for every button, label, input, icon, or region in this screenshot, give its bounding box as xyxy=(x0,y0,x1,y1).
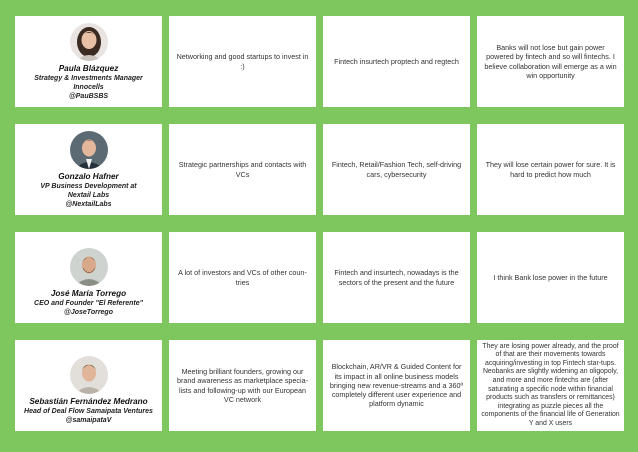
person-name: José María Torrego xyxy=(50,289,127,298)
profile-card xyxy=(15,232,162,323)
person-role: VP Business Development at xyxy=(40,183,137,190)
avatar xyxy=(70,131,108,169)
answer-text: They will lose certain power for sure. It is hard to predict how much xyxy=(485,160,616,179)
person-company: Innocells xyxy=(73,84,104,91)
answer-text: Fintech and insurtech, nowadays is the sectors of the present and the future xyxy=(334,268,459,287)
profile-card xyxy=(15,16,162,107)
answer-text: Banks will not lose but gain power powered by fintech and so will fintechs. I believe collaboration will emerge as a win win opportunity xyxy=(484,43,617,80)
answer-cell xyxy=(169,340,316,431)
avatar xyxy=(70,356,108,394)
person-handle: @samaipataV xyxy=(65,417,112,424)
answer-cell xyxy=(323,232,470,323)
person-name: Sebastián Fernández Medrano xyxy=(29,397,148,406)
answer-text: They are losing power already, and the proof of that are their movements towards acquiring/investing in top Fintech star-tups. Neobanks are slightly widening an oligopoly, and more and more fintechs are (after saturating a specific node within financial products such as transfers or remittances) integrating as puzzle pieces all the components of the financial life of Generation Y and X users xyxy=(481,342,620,427)
avatar xyxy=(70,23,108,61)
interview-grid xyxy=(15,16,624,431)
person-photo-man-icon xyxy=(70,356,108,394)
person-role: Head of Deal Flow Samaipata Ventures xyxy=(24,408,153,415)
person-role: CEO and Founder "El Referente" xyxy=(34,300,143,307)
person-photo-man-beard-icon xyxy=(70,248,108,286)
person-name: Paula Blázquez xyxy=(58,64,119,73)
answer-cell xyxy=(323,16,470,107)
answer-cell xyxy=(477,16,624,107)
answer-cell xyxy=(477,232,624,323)
avatar xyxy=(70,248,108,286)
person-role: Strategy & Investments Manager xyxy=(34,75,143,82)
answer-cell xyxy=(323,124,470,215)
answer-cell xyxy=(169,16,316,107)
answer-cell xyxy=(477,340,624,431)
person-company: Nextail Labs xyxy=(67,192,110,199)
person-photo-woman-icon xyxy=(70,23,108,61)
person-name: Gonzalo Hafner xyxy=(58,172,119,181)
answer-text: Fintech, Retail/Fashion Tech, self-driving cars, cybersecurity xyxy=(331,160,462,179)
answer-text: Fintech insurtech proptech and regtech xyxy=(334,56,459,66)
person-handle: @JoseTorrego xyxy=(64,309,113,316)
answer-text: Strategic partnerships and contacts with VCs xyxy=(178,160,307,179)
answer-cell xyxy=(169,124,316,215)
answer-cell xyxy=(323,340,470,431)
profile-card xyxy=(15,340,162,431)
answer-text: Networking and good startups to invest in :) xyxy=(176,52,309,71)
answer-cell xyxy=(477,124,624,215)
answer-text: I think Bank lose power in the future xyxy=(493,272,608,282)
profile-card xyxy=(15,124,162,215)
person-photo-man-suit-icon xyxy=(70,131,108,169)
person-handle: @PauBSBS xyxy=(68,93,109,100)
person-handle: @NextailLabs xyxy=(65,201,112,208)
answer-text: A lot of investors and VCs of other coun-tries xyxy=(178,268,307,287)
answer-cell xyxy=(169,232,316,323)
answer-text: Meeting brilliant founders, growing our brand awareness as marketplace specia-lists and following-up with our European VC network xyxy=(176,367,309,404)
answer-text: Blockchain, AR/VR & Guided Content for its impact in all online business models bringing new revenue-streams and a 360º completely different user experience and platform dynamic xyxy=(329,362,464,409)
